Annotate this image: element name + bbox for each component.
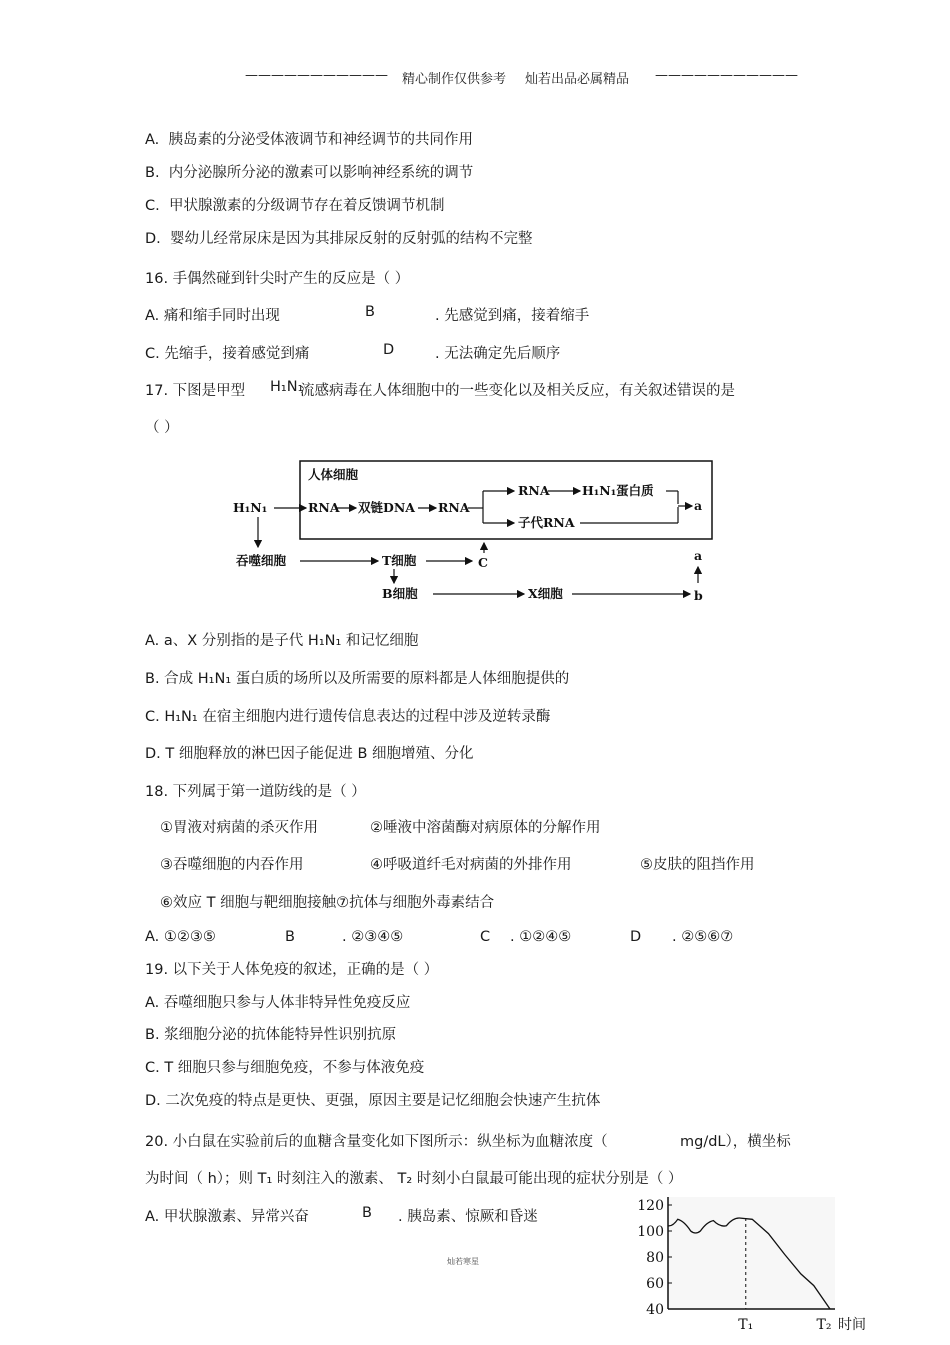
q19-option-d: D. 二次免疫的特点是更快、更强，原因主要是记忆细胞会快速产生抗体 bbox=[145, 1093, 601, 1109]
q16-option-a: A. 痛和缩手同时出现 bbox=[145, 308, 280, 324]
y-tick-label: 100 bbox=[637, 1224, 664, 1240]
x-tick-label-t1: T₁ bbox=[738, 1317, 754, 1333]
q15-option-c bbox=[145, 194, 444, 215]
q18-item-1: ①胃液对病菌的杀灭作用 bbox=[160, 820, 318, 836]
q17-stem-part2: 流感病毒在人体细胞中的一些变化以及相关反应，有关叙述错误的是 bbox=[300, 383, 735, 399]
q20-stem-2: 为时间（ h）；则 T₁ 时刻注入的激素、 T₂ 时刻小白鼠最可能出现的症状分别是（ ） bbox=[145, 1171, 683, 1187]
q20-stem-1b: mg/dL），横坐标 bbox=[680, 1134, 791, 1150]
q16-option-d-text: . 无法确定先后顺序 bbox=[435, 346, 561, 362]
q18-item-3: ③吞噬细胞的内吞作用 bbox=[160, 857, 304, 873]
header-right-dashes: ——————————— bbox=[655, 68, 798, 83]
q20-option-a: A. 甲状腺激素、异常兴奋 bbox=[145, 1209, 309, 1225]
dsdna: 双链DNA bbox=[358, 500, 415, 515]
q16-option-b-text: . 先感觉到痛，接着缩手 bbox=[435, 308, 590, 324]
q16-stem: 16. 手偶然碰到针尖时产生的反应是（ ） bbox=[145, 271, 410, 287]
phagocyte: 吞噬细胞 bbox=[236, 553, 287, 568]
label-c: C bbox=[478, 555, 488, 570]
q18-option-b-letter: B bbox=[285, 929, 295, 945]
q17-option-a: A. a、X 分别指的是子代 H₁N₁ 和记忆细胞 bbox=[145, 633, 419, 649]
q16-option-d-letter: D bbox=[383, 342, 395, 358]
option-letter: A. bbox=[145, 132, 160, 148]
x-cell: X细胞 bbox=[528, 586, 563, 601]
q19-option-b: B. 浆细胞分泌的抗体能特异性识别抗原 bbox=[145, 1027, 397, 1043]
option-text: 甲状腺激素的分级调节存在着反馈调节机制 bbox=[168, 198, 445, 214]
header-left-dashes: ——————————— bbox=[245, 68, 388, 83]
cell-box-title: 人体细胞 bbox=[308, 467, 359, 482]
option-text: 内分泌腺所分泌的激素可以影响神经系统的调节 bbox=[168, 165, 474, 181]
q17-option-d: D. T 细胞释放的淋巴因子能促进 B 细胞增殖、分化 bbox=[145, 746, 474, 762]
q18-option-c: . ①②④⑤ bbox=[510, 929, 572, 945]
y-tick-label: 60 bbox=[646, 1276, 664, 1292]
x-tick-label-t2: T₂ bbox=[816, 1317, 832, 1333]
q15-option-d bbox=[145, 227, 533, 248]
option-text: 婴幼儿经常尿床是因为其排尿反射的反射弧的结构不完整 bbox=[170, 231, 533, 247]
daughter-rna: 子代RNA bbox=[518, 515, 575, 530]
q18-items-6-7: ⑥效应 T 细胞与靶细胞接触⑦抗体与细胞外毒素结合 bbox=[160, 895, 495, 911]
q18-option-a: A. ①②③⑤ bbox=[145, 929, 216, 945]
y-tick-label: 120 bbox=[637, 1198, 664, 1214]
plot-background bbox=[668, 1197, 835, 1309]
option-letter: B. bbox=[145, 165, 160, 181]
q17-option-c: C. H₁N₁ 在宿主细胞内进行遗传信息表达的过程中涉及逆转录酶 bbox=[145, 709, 551, 725]
q20-option-b-letter: B bbox=[362, 1205, 372, 1221]
q19-option-a: A. 吞噬细胞只参与人体非特异性免疫反应 bbox=[145, 995, 411, 1011]
header-text-1: 精心制作仅供参考 bbox=[402, 72, 507, 87]
option-text: 胰岛素的分泌受体液调节和神经调节的共同作用 bbox=[168, 132, 473, 148]
label-a-bottom: a bbox=[694, 548, 703, 563]
q19-stem: 19. 以下关于人体免疫的叙述，正确的是（ ） bbox=[145, 962, 439, 978]
q20-option-b: . 胰岛素、惊厥和昏迷 bbox=[398, 1209, 538, 1225]
q17-stem-part1: 17. 下图是甲型 bbox=[145, 383, 246, 399]
rna-1: RNA bbox=[308, 500, 340, 515]
label-a-top: a bbox=[694, 498, 703, 513]
virus-label: H₁N₁ bbox=[233, 500, 268, 515]
option-letter: C. bbox=[145, 198, 160, 214]
q16-option-b-letter: B bbox=[365, 304, 375, 320]
q18-item-4: ④呼吸道纤毛对病菌的外排作用 bbox=[370, 857, 572, 873]
q18-option-c-letter: C bbox=[480, 929, 491, 945]
b-cell: B细胞 bbox=[382, 586, 418, 601]
blood-glucose-chart bbox=[610, 1195, 866, 1340]
option-letter: D. bbox=[145, 231, 161, 247]
q17-diagram-svg bbox=[228, 455, 718, 610]
q15-option-a bbox=[145, 128, 473, 149]
y-tick-label: 80 bbox=[646, 1250, 664, 1266]
q18-item-5: ⑤皮肤的阻挡作用 bbox=[640, 857, 755, 873]
rna-2: RNA bbox=[438, 500, 470, 515]
label-b: b bbox=[694, 588, 703, 603]
q16-option-c: C. 先缩手，接着感觉到痛 bbox=[145, 346, 310, 362]
protein: H₁N₁蛋白质 bbox=[582, 483, 654, 498]
t-cell: T细胞 bbox=[382, 553, 417, 568]
q17-diagram bbox=[228, 455, 718, 610]
q18-option-d-letter: D bbox=[630, 929, 642, 945]
q15-option-b bbox=[145, 161, 473, 182]
rna-3: RNA bbox=[518, 483, 550, 498]
x-axis-label: 时间 bbox=[838, 1317, 866, 1333]
footer-text: 灿若寒星 bbox=[447, 1257, 479, 1266]
q17-option-b: B. 合成 H₁N₁ 蛋白质的场所以及所需要的原料都是人体细胞提供的 bbox=[145, 671, 570, 687]
q18-option-d: . ②⑤⑥⑦ bbox=[672, 929, 734, 945]
q18-option-b: . ②③④⑤ bbox=[342, 929, 404, 945]
blood-glucose-chart-svg bbox=[610, 1195, 866, 1340]
q18-stem: 18. 下列属于第一道防线的是（ ） bbox=[145, 784, 366, 800]
q18-item-2: ②唾液中溶菌酶对病原体的分解作用 bbox=[370, 820, 601, 836]
q17-paren: （ ） bbox=[145, 420, 179, 436]
y-tick-label: 40 bbox=[646, 1302, 664, 1318]
q17-stem-virus: H₁N₁ bbox=[270, 379, 304, 395]
header-text-2: 灿若出品必属精品 bbox=[525, 72, 630, 87]
q20-stem-1a: 20. 小白鼠在实验前后的血糖含量变化如下图所示：纵坐标为血糖浓度（ bbox=[145, 1134, 608, 1150]
q19-option-c: C. T 细胞只参与细胞免疫，不参与体液免疫 bbox=[145, 1060, 425, 1076]
